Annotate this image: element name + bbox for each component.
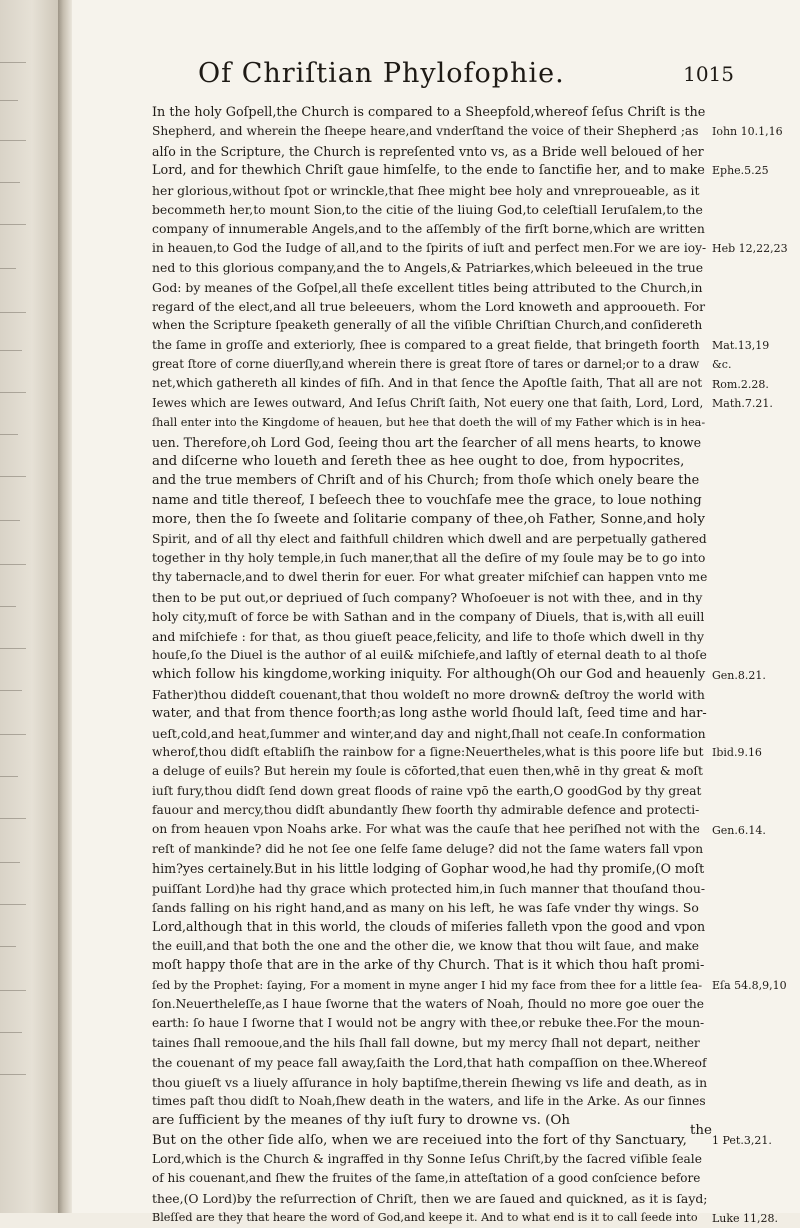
text-line: But on the other ſide alſo, when we are receiued into the fort of thy Sanctuary, [152,1132,687,1148]
text-line: thou giueſt vs a liuely aſſurance in holy baptiſme,therein ſhewing vs life and death, as in [152,1074,707,1090]
text-line: ſon.Neuertheleſſe,as I haue ſworne that the waters of Noah, ſhould no more goe ouer the [152,996,704,1011]
text-line: holy city,muſt of force be with Sathan and in the company of Diuels, that is,with all euill [152,609,705,625]
text-line: company of innumerable Angels,and to the aſſembly of the firſt borne,which are written [152,221,705,237]
margin-reference: Mat.13,19 [712,338,770,352]
text-line: God: by meanes of the Goſpel,all theſe excellent titles being attributed to the Church,in [152,279,703,295]
text-line: alſo in the Scripture, the Church is repreſented vnto vs, as a Bride well beloued of her [152,143,704,159]
text-line: in heauen,to God the Iudge of all,and to the ſpirits of iuſt and perfect men.For we are ioy- [152,240,707,255]
margin-reference: Gen.8.21. [712,668,766,682]
text-line: Bleſſed are they that heare the word of God,and keepe it. And to what end is it to call ſeede into [152,1211,698,1225]
text-line: the couenant of my peace fall away,ſaith the Lord,that hath compaſſion on thee.Whereof [152,1055,707,1071]
text-line: ned to this glorious company,and the to Angels,& Patriarkes,which beleeued in the true [152,260,704,276]
text-line: and miſchiefe : for that, as thou giueſt peace,felicity, and life to thoſe which dwell in thy [152,628,705,644]
catchword: the [690,1123,712,1138]
text-line: ueſt,cold,and heat,ſummer and winter,and day and night,ſhall not ceaſe.In conformation [152,725,706,741]
text-line: Lord, and for thewhich Chriſt gaue himſelfe, to the ende to ſanctifie her, and to make [152,163,705,179]
text-line: and the true members of Chriſt and of his Church; from thoſe which onely beare the [152,473,700,489]
text-line: Shepherd, and wherein the ſheepe heare,and vnderſtand the voice of their Shepherd ;as [152,124,699,139]
text-line: Spirit, and of all thy elect and faithfull children which dwell and are perpetually gathered [152,531,707,546]
margin-reference: Math.7.21. [712,397,773,410]
text-line: together in thy holy temple,in ſuch maner,that all the deſire of my ſoule may be to go into [152,550,706,565]
text-line: Lord,although that in this world, the clouds of miſeries falleth vpon the good and vpon [152,919,706,935]
margin-reference: 1 Pet.3,21. [712,1134,772,1148]
page-header [198,58,798,98]
text-line: are ſufficient by the meanes of thy iuſt fury to drowne vs. (Oh [152,1113,570,1129]
text-line: when the Scripture ſpeaketh generally of all the viſible Chriſtian Church,and conſidereth [152,318,703,333]
text-line: iuſt fury,thou didſt ſend down great floods of raine vpō the earth,O goodGod by thy great [152,783,702,798]
text-line: Lord,which is the Church & ingraffed in thy Sonne Ieſus Chriſt,by the ſacred viſible ſeale [152,1152,702,1167]
text-line: more, then the ſo ſweete and ſolitarie company of thee,oh Father, Sonne,and holy [152,512,705,528]
margin-reference: Luke 11,28. [712,1211,779,1225]
text-line: reſt of mankinde? did he not ſee one ſelfe ſame deluge? did not the ſame waters fall vpon [152,841,704,856]
text-line: and diſcerne who loueth and ſereth thee as hee ought to doe, from hypocrites, [152,454,685,470]
margin-reference: Gen.6.14. [712,823,766,837]
text-line: thee,(O Lord)by the reſurrection of Chriſt, then we are ſaued and quickned, as it is ſayd; [152,1190,707,1206]
text-line: which follow his kingdome,working iniquity. For although(Oh our God and heauenly [152,667,706,683]
text-line: net,which gathereth all kindes of fiſh. And in that ſence the Apoſtle ſaith, That all are not [152,376,703,391]
page-number: 1015 [683,62,734,86]
text-line: of his couenant,and ſhew the fruites of the ſame,in atteſtation of a good conſcience before [152,1171,701,1186]
text-line: the ſame in groſſe and exteriorly, ſhee is compared to a great fielde, that bringeth foorth [152,337,700,352]
text-line: moſt happy thoſe that are in the arke of thy Church. That is it which thou haſt promi- [152,958,705,974]
text-line: becommeth her,to mount Sion,to the citie of the liuing God,to celeſtiall Ieruſalem,to the [152,201,703,217]
text-line: fauour and mercy,thou didſt abundantly ſhew foorth thy admirable defence and protecti- [152,803,700,818]
margin-reference: Heb 12,22,23 [712,241,788,255]
text-line: houſe,ſo the Diuel is the author of al euil& miſchiefe,and laſtly of eternal death to al thoſe [152,647,707,662]
text-line: on from heauen vpon Noahs arke. For what was the cauſe that hee periſhed not with the [152,822,700,837]
running-title: Of Chriſtian Phylofophie. [198,58,565,89]
text-line: taines ſhall remooue,and the hils ſhall fall downe, but my mercy ſhall not depart, neither [152,1035,700,1050]
margin-reference: &c. [712,358,732,372]
text-line: In the holy Goſpell,the Church is compared to a Sheepfold,whereof ſeſus Chriſt is the [152,105,706,120]
text-line: thy tabernacle,and to dwel therin for euer. For what greater miſchief can happen vnto me [152,570,707,585]
text-line: Iewes which are Iewes outward, And Ieſus Chriſt ſaith, Not euery one that ſaith, Lord, Lord, [152,395,704,410]
text-line: times paſt thou didſt to Noah,ſhew death in the waters, and life in the Arke. As our ſinnes [152,1093,706,1108]
text-line: him?yes certainely.But in his little lodging of Gophar wood,he had thy promiſe,(O moſt [152,861,705,877]
text-line: puiſſant Lord)he had thy grace which protected him,in ſuch manner that thouſand thou- [152,880,706,896]
text-line: water, and that from thence foorth;as long asthe world ſhould laſt, ſeed time and har- [152,706,707,722]
margin-reference: Eſa 54.8,9,10 [712,979,787,992]
text-line: a deluge of euils? But herein my ſoule is cōforted,that euen then,whē in thy great & moſt [152,764,703,779]
text-line: her glorious,without ſpot or wrinckle,that ſhee might bee holy and vnreproueable, as it [152,182,700,198]
text-line: wherof,thou didſt eſtabliſh the rainbow for a ſigne:Neuertheles,what is this poore life but [152,744,704,759]
margin-reference: Iohn 10.1,16 [712,125,783,139]
text-line: earth: ſo haue I ſworne that I would not be angry with thee,or rebuke thee.For the moun- [152,1016,705,1031]
body-text [152,103,707,1228]
facing-page-edge [0,0,58,1213]
text-line: name and title thereof, I beſeech thee to vouchſafe mee the grace, to loue nothing [152,492,702,508]
text-line: ſed by the Prophet: ſaying, For a moment in myne anger I hid my face from thee for a little ſea- [152,977,703,992]
text-line: then to be put out,or depriued of ſuch company? Whoſoeuer is not with thee, and in thy [152,589,703,605]
book-spine [58,0,72,1213]
text-line: ſands falling on his right hand,and as many on his left, he was ſafe vnder thy wings. So [152,900,699,916]
text-line: great ſtore of corne diuerſly,and wherein there is great ſtore of tares or darnel;or to a draw [152,357,700,372]
text-line: regard of the elect,and all true beleeuers, whom the Lord knoweth and approoueth. For [152,298,706,314]
text-line: uen. Therefore,oh Lord God, ſeeing thou art the ſearcher of all mens hearts, to knowe [152,434,702,450]
margin-reference: Rom.2.28. [712,377,769,391]
margin-reference: Ephe.5.25 [712,164,769,178]
text-line: the euill,and that both the one and the other die, we know that thou wilt ſaue, and make [152,938,699,953]
text-line: ſhall enter into the Kingdome of heauen, but hee that doeth the will of my Father which is in hea- [152,416,706,430]
text-line: Father)thou diddeſt couenant,that thou woldeſt no more drown& deſtroy the world with [152,686,705,702]
margin-reference: Ibid.9.16 [712,746,762,760]
